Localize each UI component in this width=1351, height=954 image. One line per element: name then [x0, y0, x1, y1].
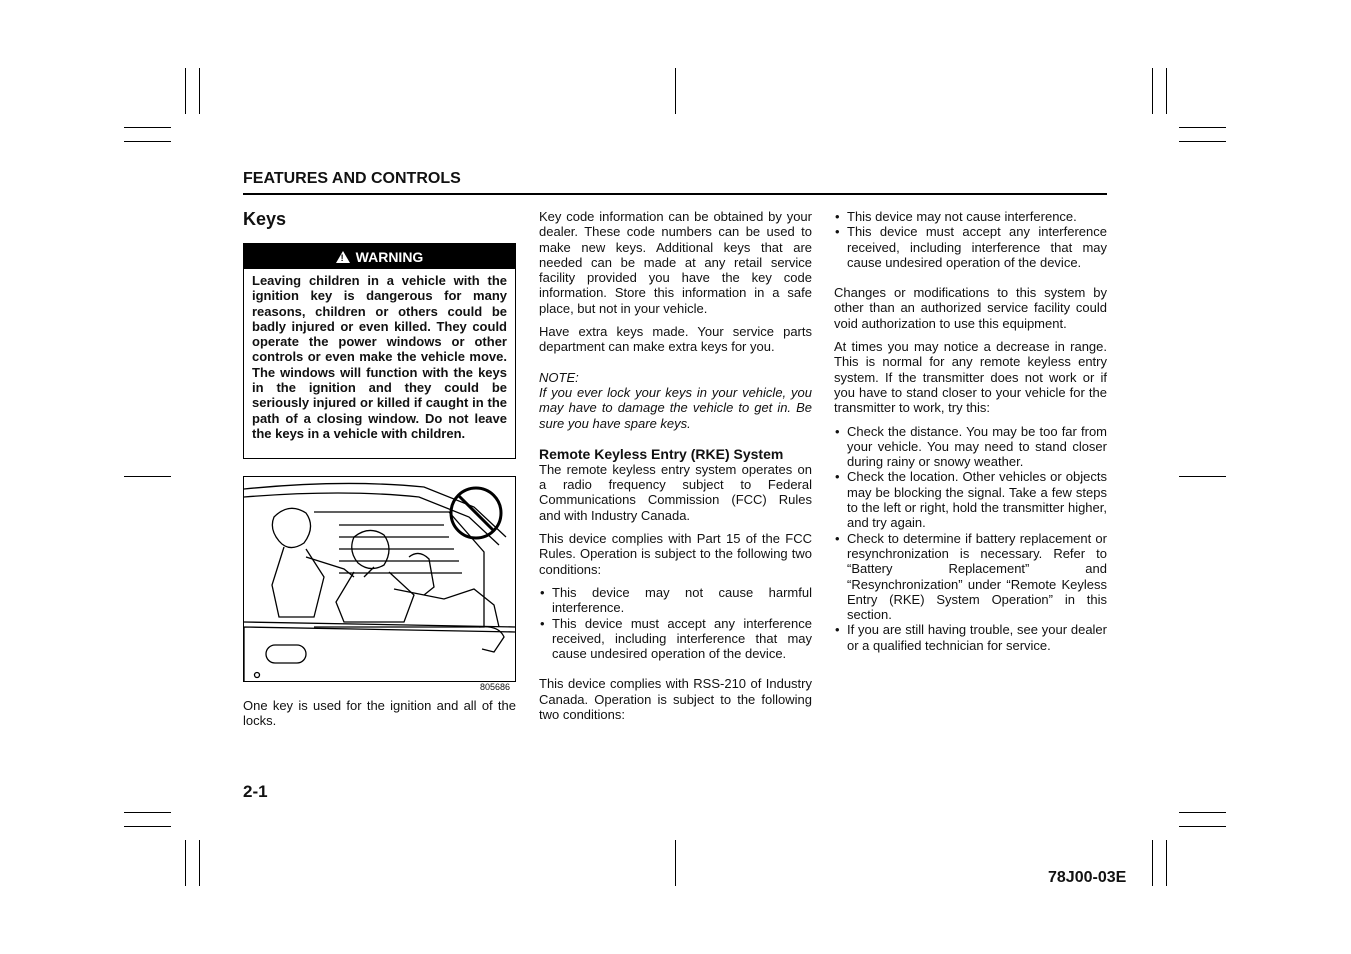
children-in-car-drawing — [244, 477, 516, 682]
extra-keys-paragraph: Have extra keys made. Your service parts department can make extra keys for you. — [539, 324, 812, 355]
right-column — [834, 209, 1107, 661]
list-item: • This device must accept any interference received, including interference that may cause undesired operation of the device. — [834, 224, 1107, 270]
children-in-car-illustration — [243, 476, 516, 682]
warning-label: WARNING — [355, 248, 424, 265]
page-number: 2-1 — [243, 782, 268, 801]
fcc-conditions-list — [539, 585, 812, 661]
document-code: 78J00-03E — [1048, 869, 1127, 886]
note-label: NOTE: — [539, 369, 579, 385]
modifications-paragraph: Changes or modifications to this system by other than an authorized service facility could void authorization to use this equipment. — [834, 285, 1107, 331]
troubleshooting-list — [834, 424, 1107, 653]
rke-intro-paragraph: The remote keyless entry system operates on a radio frequency subject to Federal Communications Commission (FCC) Rules and with Industry Canada. — [539, 461, 812, 523]
left-caption-block — [243, 698, 516, 737]
keys-heading: Keys — [243, 209, 287, 229]
warning-triangle-icon: ! — [336, 251, 350, 263]
list-item: • This device must accept any interference received, including interference that may cause undesired operation of the device. — [539, 616, 812, 662]
list-item: • Check the location. Other vehicles or objects may be blocking the signal. Take a few steps to the left or right, hold the transmitter higher, and try again. — [834, 469, 1107, 530]
illustration-code: 805686 — [480, 682, 511, 692]
list-item: • This device may not cause interference. — [834, 209, 1107, 224]
keys-caption: One key is used for the ignition and all of the locks. — [243, 698, 516, 729]
header-rule — [243, 193, 1107, 195]
range-paragraph: At times you may notice a decrease in range. This is normal for any remote keyless entry system. If the transmitter does not work or if you have to stand closer to your vehicle for the transmitter to work, try this: — [834, 339, 1107, 416]
key-code-paragraph: Key code information can be obtained by your dealer. These code numbers can be used to make new keys. Additional keys that are needed can be made at any retail service facility provided you have the key code information. Store this information in a safe place, but not in your vehicle. — [539, 209, 812, 316]
fcc-paragraph: This device complies with Part 15 of the FCC Rules. Operation is subject to the following two conditions: — [539, 531, 812, 577]
list-item: • Check to determine if battery replacement or resynchronization is necessary. Refer to “Battery Replacement” and “Resynchronization” under “Remote Keyless Entry (RKE) System Operation” in this section. — [834, 531, 1107, 623]
warning-box — [243, 243, 516, 459]
list-item: • If you are still having trouble, see your dealer or a qualified technician for service. — [834, 622, 1107, 653]
rss-paragraph: This device complies with RSS-210 of Industry Canada. Operation is subject to the following two conditions: — [539, 676, 812, 723]
list-item: • Check the distance. You may be too far from your vehicle. You may need to stand closer during rainy or snowy weather. — [834, 424, 1107, 470]
rss-conditions-list — [834, 209, 1107, 270]
warning-header — [244, 244, 515, 269]
rke-heading: Remote Keyless Entry (RKE) System — [539, 445, 784, 462]
list-item: • This device may not cause harmful interference. — [539, 585, 812, 616]
section-title: FEATURES AND CONTROLS — [243, 170, 461, 187]
warning-text: Leaving children in a vehicle with the ignition key is dangerous for many reasons, children or others could be badly injured or even killed. They could operate the power windows or other controls or even make the vehicle move. The windows will function with the keys in the ignition and they could be seriously injured or killed if caught in the path of a closing window. Do not leave the keys in a vehicle with children. — [252, 273, 507, 441]
middle-column — [539, 209, 812, 730]
note-text: If you ever lock your keys in your vehicle, you may have to damage the vehicle to get in. Be sure you have spare keys. — [539, 384, 812, 431]
